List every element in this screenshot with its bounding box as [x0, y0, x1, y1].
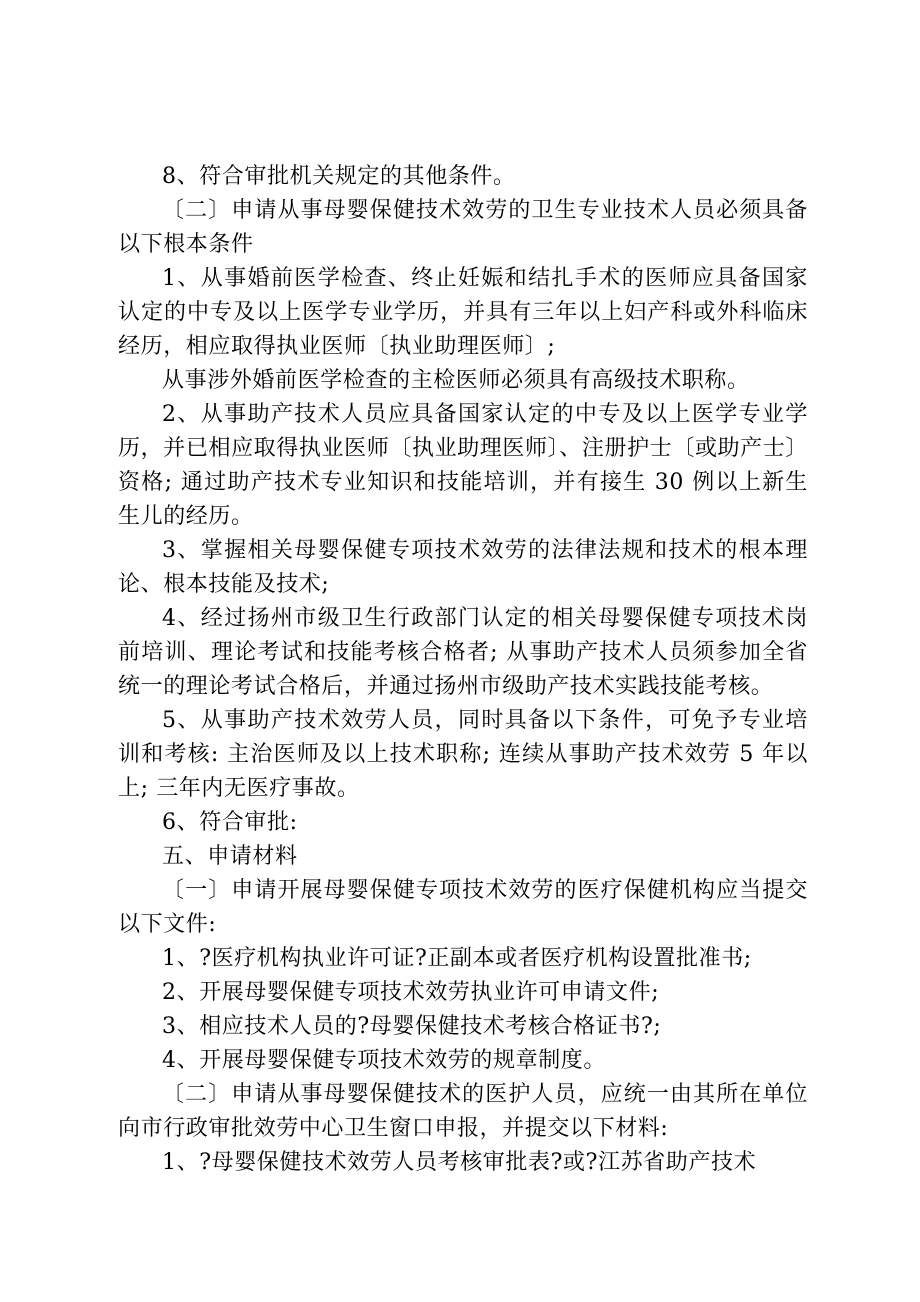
paragraph-materials-2-heading: 〔二〕申请从事母婴保健技术的医护人员，应统一由其所在单位向市行政审批效劳中心卫生窗口申报，并提交以下材料: — [118, 1082, 808, 1141]
paragraph-foreign-exam: 从事涉外婚前医学检查的主检医师必须具有高级技术职称。 — [162, 368, 750, 393]
paragraph-other-conditions: 8、符合审批机关规定的其他条件。 — [162, 164, 516, 189]
paragraph-section-2-heading: 〔二〕申请从事母婴保健技术效劳的卫生专业技术人员必须具备以下根本条件 — [118, 198, 808, 257]
paragraph-materials-2-item-1: 1、?母婴保健技术效劳人员考核审批表?或?江苏省助产技术 — [162, 1150, 757, 1175]
paragraph-section-5-materials: 五、申请材料 — [162, 844, 298, 869]
paragraph-item-6-approval: 6、符合审批: — [162, 810, 298, 835]
paragraph-item-5-exemption: 5、从事助产技术效劳人员，同时具备以下条件，可免予专业培训和考核: 主治医师及以上技术职称; 连续从事助产技术效劳 5 年以上; 三年内无医疗事故。 — [118, 708, 808, 801]
paragraph-item-3-laws: 3、掌握相关母婴保健专项技术效劳的法律法规和技术的根本理论、根本技能及技术; — [118, 538, 808, 597]
paragraph-materials-1-item-2: 2、开展母婴保健专项技术效劳执业许可申请文件; — [162, 980, 660, 1005]
paragraph-materials-1-item-3: 3、相应技术人员的?母婴保健技术考核合格证书?; — [162, 1014, 662, 1039]
paragraph-materials-1-heading: 〔一〕申请开展母婴保健专项技术效劳的医疗保健机构应当提交以下文件: — [118, 878, 808, 937]
paragraph-item-1-physician: 1、从事婚前医学检查、终止妊娠和结扎手术的医师应具备国家认定的中专及以上医学专业学历，并具有三年以上妇产科或外科临床经历，相应取得执业医师〔执业助理医师〕; — [118, 266, 808, 359]
document-body — [118, 160, 808, 1180]
paragraph-item-4-training: 4、经过扬州市级卫生行政部门认定的相关母婴保健专项技术岗前培训、理论考试和技能考核合格者; 从事助产技术人员须参加全省统一的理论考试合格后，并通过扬州市级助产技术实践技能考核。 — [118, 606, 808, 699]
paragraph-item-2-midwife: 2、从事助产技术人员应具备国家认定的中专及以上医学专业学历，并已相应取得执业医师〔执业助理医师〕、注册护士〔或助产士〕资格; 通过助产技术专业知识和技能培训，并有接生 30 例以上新生生儿的经历。 — [118, 402, 808, 529]
paragraph-materials-1-item-4: 4、开展母婴保健专项技术效劳的规章制度。 — [162, 1048, 606, 1073]
paragraph-materials-1-item-1: 1、?医疗机构执业许可证?正副本或者医疗机构设置批准书; — [162, 946, 752, 971]
